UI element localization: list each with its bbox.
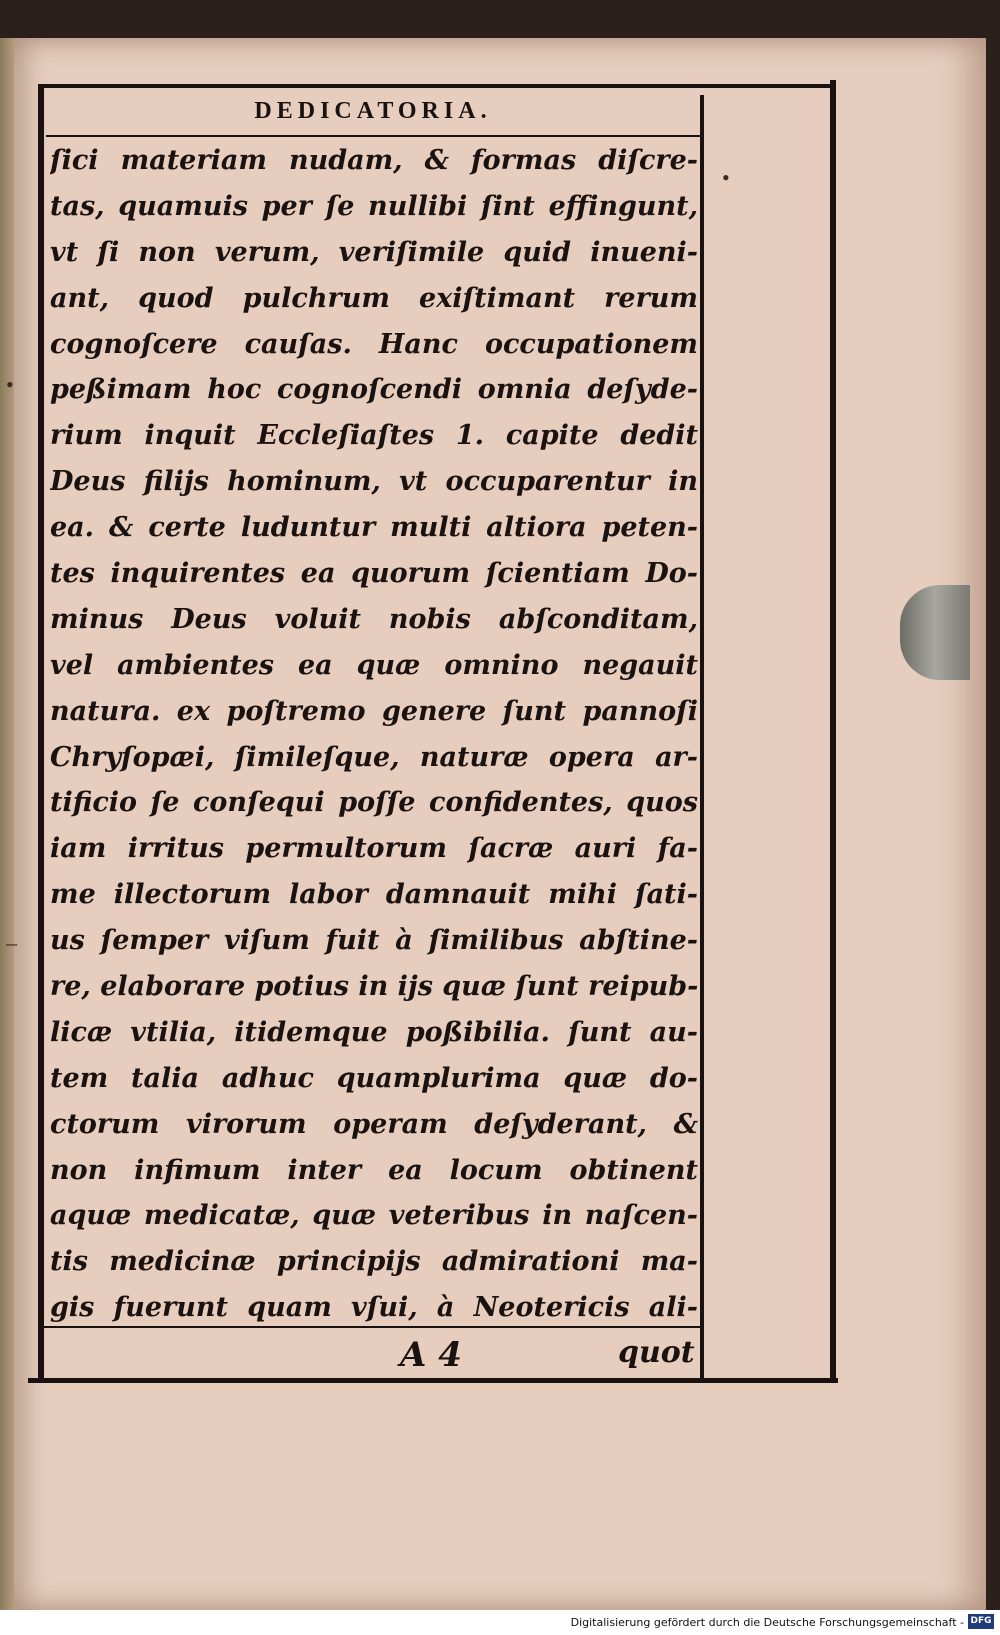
text-line: us ſemper viſum fuit à ſimilibus abſtine- <box>50 925 698 957</box>
signature-mark: A 4 <box>400 1335 462 1375</box>
text-line: vt ſi non verum, veriſimile quid inueni- <box>50 236 698 268</box>
text-line: licæ vtilia, itidemque poßibilia. ſunt au- <box>50 1016 698 1048</box>
text-line: re, elaborare potius in ijs quæ ſunt reipub- <box>50 971 698 1003</box>
footer-credit: Digitalisierung gefördert durch die Deutsche Forschungsgemeinschaft - <box>570 1616 964 1629</box>
text-line: vel ambientes ea quæ omnino negauit <box>50 649 698 681</box>
text-line: tis medicinæ principijs admirationi ma- <box>50 1246 698 1278</box>
margin-dot: • <box>722 165 730 190</box>
text-line: cognoſcere cauſas. Hanc occupationem <box>50 328 698 360</box>
body-text <box>50 138 698 1331</box>
margin-dash: – <box>6 930 17 955</box>
text-line: tes inquirentes ea quorum ſcientiam Do- <box>50 558 698 590</box>
frame-left-rule <box>38 84 44 1380</box>
text-line: peßimam hoc cognoſcendi omnia deſyde- <box>50 374 698 406</box>
frame-inner-right-rule <box>700 95 704 1380</box>
text-line: me illectorum labor damnauit mihi ſati- <box>50 879 698 911</box>
text-line: tem talia adhuc quamplurima quæ do- <box>50 1062 698 1094</box>
text-line: ea. & certe luduntur multi altiora peten- <box>50 512 698 544</box>
text-line: natura. ex poſtremo genere ſunt pannoſi <box>50 695 698 727</box>
text-line: Chryſopæi, ſimileſque, naturæ opera ar- <box>50 741 698 773</box>
text-line: ant, quod pulchrum exiſtimant rerum <box>50 282 698 314</box>
header-rule <box>46 135 700 137</box>
page-clip <box>900 585 970 680</box>
frame-bottom-rule <box>28 1378 838 1383</box>
text-line: minus Deus voluit nobis abſconditam, <box>50 603 698 635</box>
text-line: ctorum virorum operam deſyderant, & <box>50 1108 698 1140</box>
running-head: DEDICATORIA. <box>254 98 492 124</box>
dfg-logo: DFG <box>968 1614 994 1629</box>
text-line: tas, quamuis per ſe nullibi ſint effingunt, <box>50 190 698 222</box>
text-line: gis fuerunt quam vſui, à Neotericis ali- <box>50 1292 698 1324</box>
frame-right-rule <box>830 80 836 1380</box>
text-line: aquæ medicatæ, quæ veteribus in naſcen- <box>50 1200 698 1232</box>
text-line: tificio ſe conſequi poſſe confidentes, quos <box>50 787 698 819</box>
text-line: ſici materiam nudam, & formas diſcre- <box>50 145 698 176</box>
text-line: non infimum inter ea locum obtinent <box>50 1154 698 1186</box>
text-line: rium inquit Eccleſiaſtes 1. capite dedit <box>50 420 698 452</box>
text-line: iam irritus permultorum ſacræ auri fa- <box>50 833 698 865</box>
binding-edge <box>0 38 14 1610</box>
margin-dot: • <box>6 372 14 397</box>
catchword: quot <box>618 1335 695 1370</box>
text-line: Deus filijs hominum, vt occuparentur in <box>50 466 698 498</box>
